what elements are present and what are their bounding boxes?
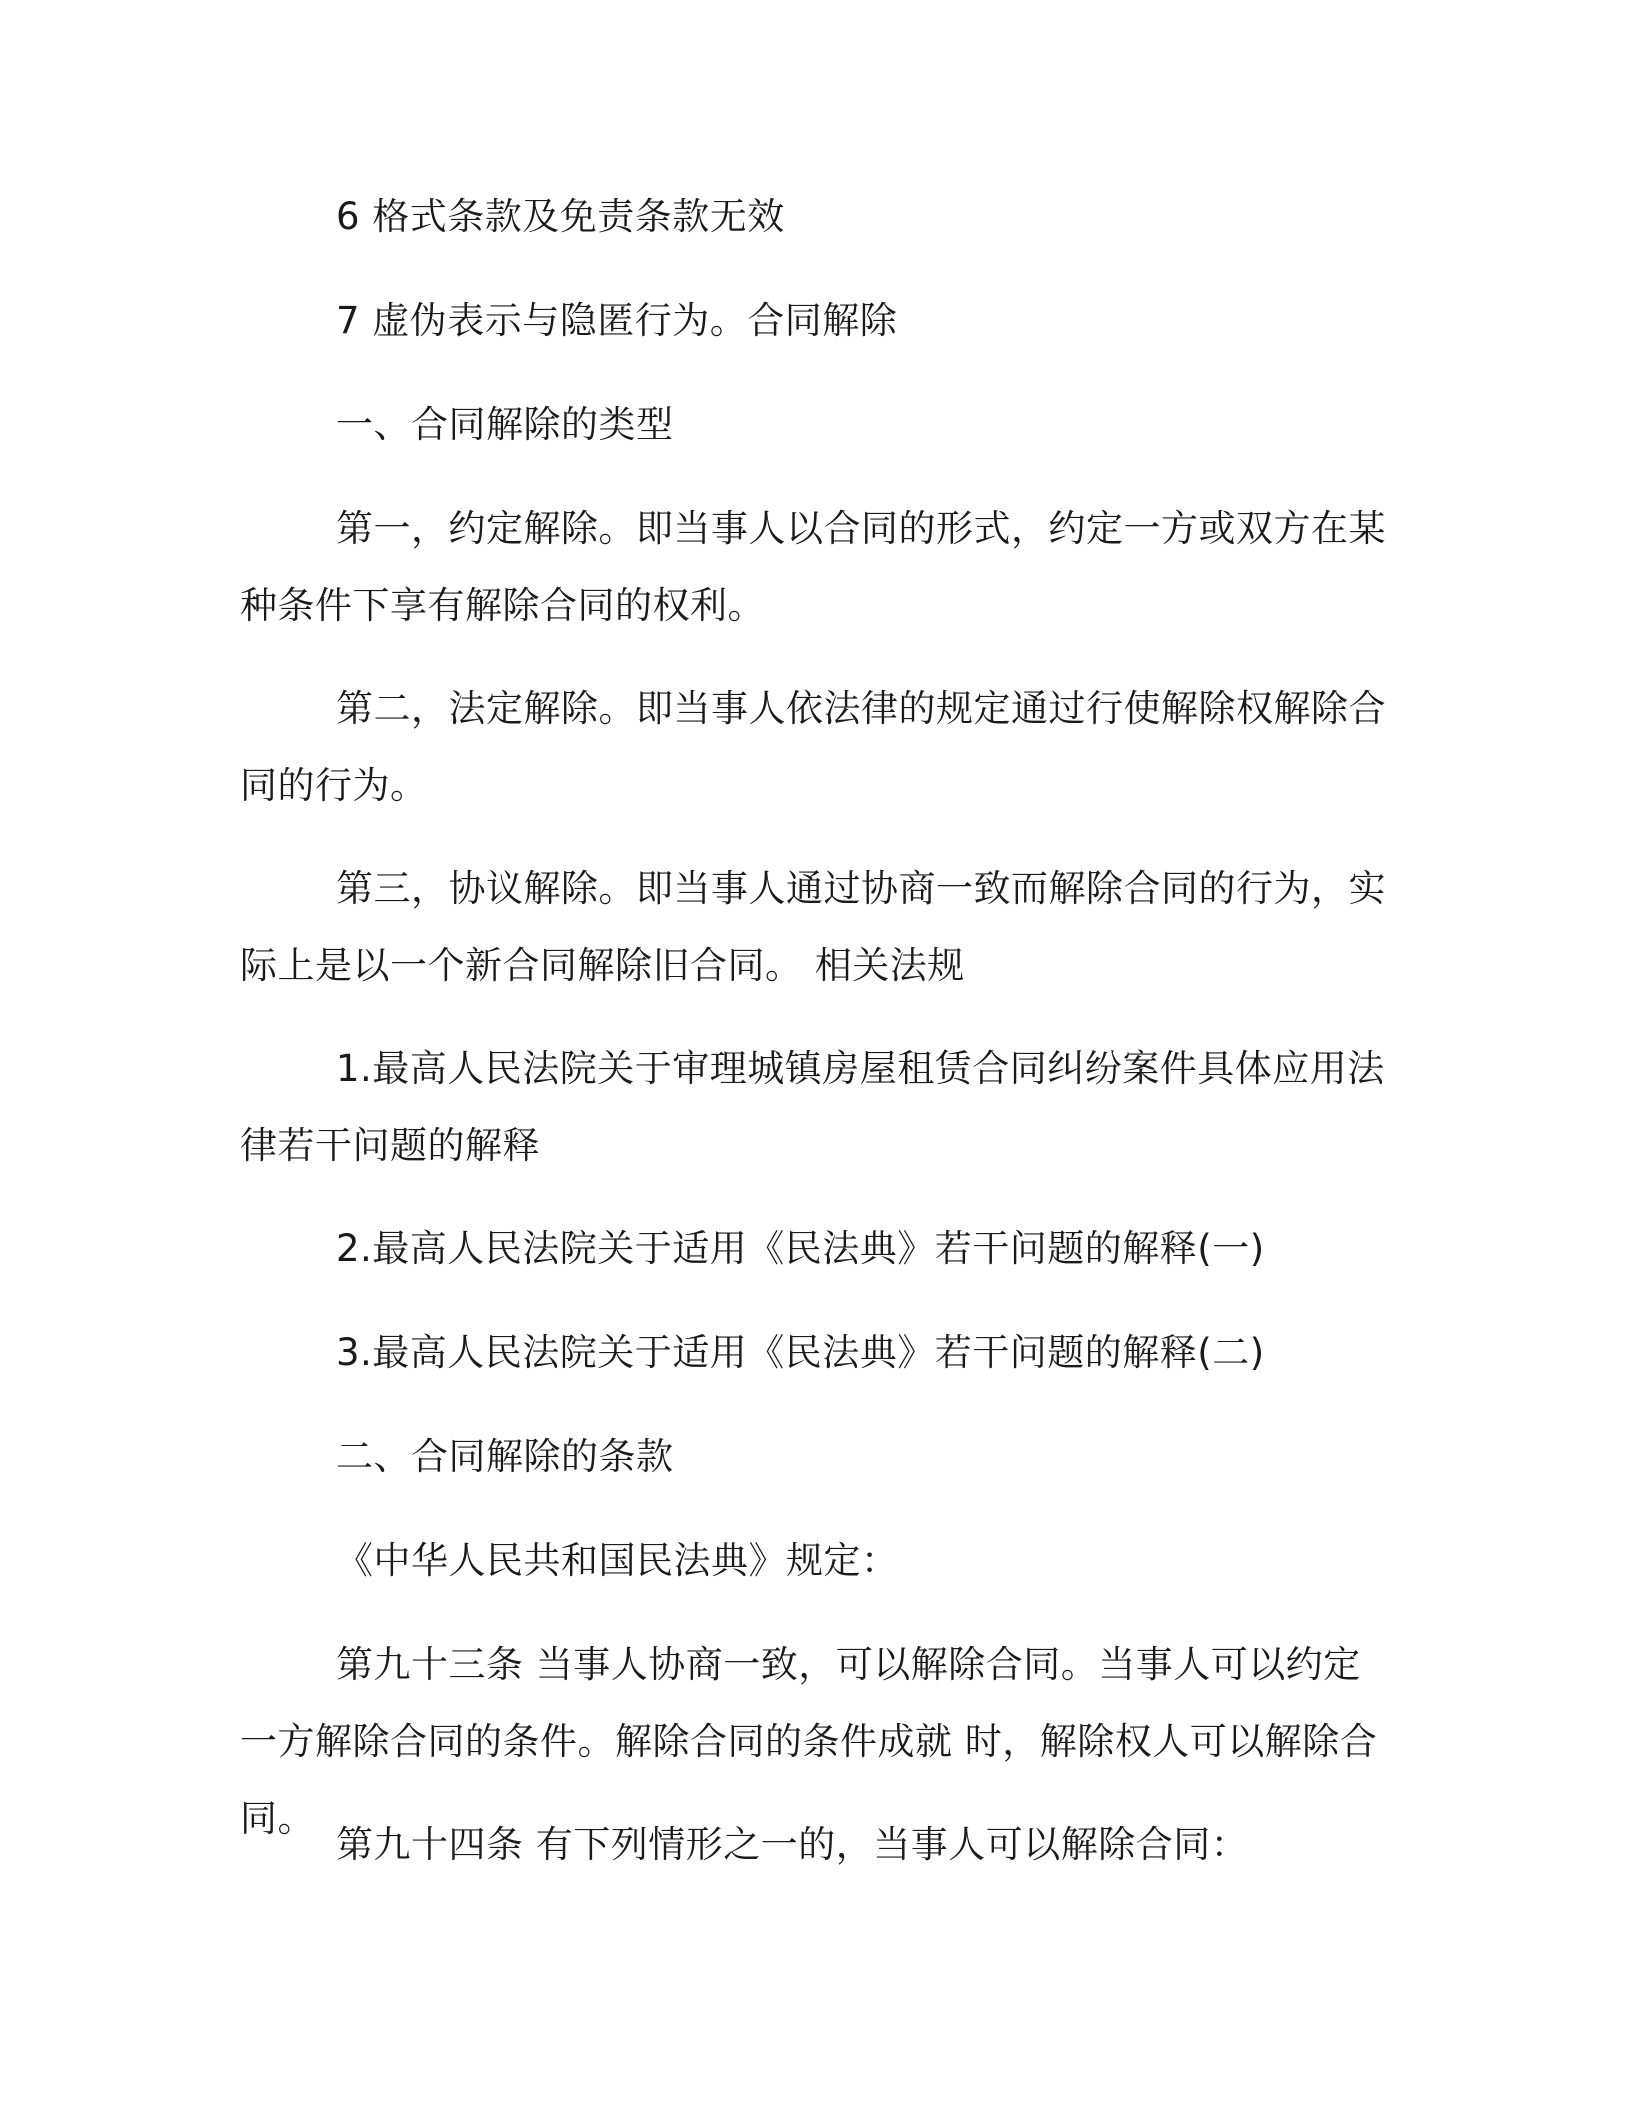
paragraph-article-94: 第九十四条 有下列情形之一的，当事人可以解除合同： <box>336 1823 1249 1866</box>
paragraph-agreed-termination: 第一，约定解除。即当事人以合同的形式，约定一方或双方在某种条件下享有解除合同的权利。 <box>240 507 1386 627</box>
paragraph-civil-code-intro: 《中华人民共和国民法典》规定： <box>336 1539 899 1582</box>
regulation-item-2: 2.最高人民法院关于适用《民法典》若干问题的解释(一) <box>336 1227 1265 1270</box>
heading-termination-clauses: 二、合同解除的条款 <box>336 1435 674 1478</box>
paragraph-false-representation: 7 虚伪表示与隐匿行为。合同解除 <box>336 299 898 342</box>
paragraph-negotiated-termination: 第三，协议解除。即当事人通过协商一致而解除合同的行为，实际上是以一个新合同解除旧合同。 相关法规 <box>240 867 1386 987</box>
paragraph-format-clauses: 6 格式条款及免责条款无效 <box>336 195 785 238</box>
regulation-item-3: 3.最高人民法院关于适用《民法典》若干问题的解释(二) <box>336 1331 1265 1374</box>
paragraph-article-93: 第九十三条 当事人协商一致，可以解除合同。当事人可以约定一方解除合同的条件。解除合同的条件成就 时，解除权人可以解除合同。 <box>240 1643 1378 1840</box>
regulation-item-1: 1.最高人民法院关于审理城镇房屋租赁合同纠纷案件具体应用法律若干问题的解释 <box>240 1047 1385 1167</box>
heading-termination-types: 一、合同解除的类型 <box>336 403 674 446</box>
paragraph-statutory-termination: 第二，法定解除。即当事人依法律的规定通过行使解除权解除合同的行为。 <box>240 687 1386 807</box>
